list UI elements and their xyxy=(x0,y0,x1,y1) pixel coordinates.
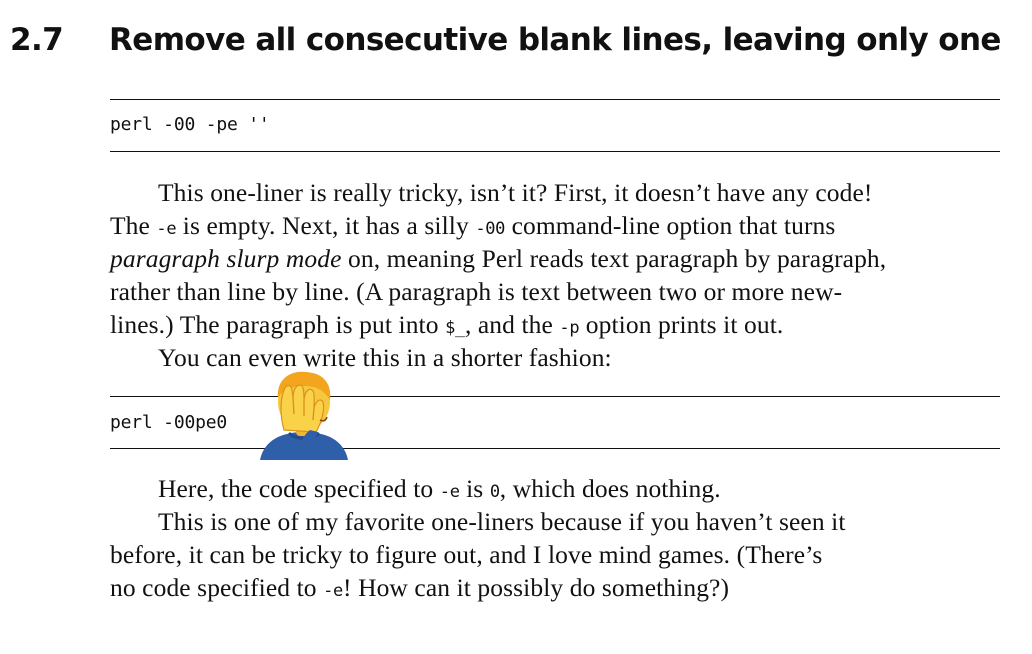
inline-code: 0 xyxy=(489,482,500,502)
code-block-1 xyxy=(110,99,1000,152)
text-line xyxy=(110,472,1010,505)
text-line xyxy=(110,308,1010,341)
text-line xyxy=(110,341,1010,374)
text-line xyxy=(110,571,1010,604)
body-paragraph-3 xyxy=(110,472,1010,604)
text-run: The xyxy=(110,211,157,240)
text-run: on, meaning Perl reads text paragraph by paragraph, xyxy=(341,244,887,273)
text-line xyxy=(110,505,1010,538)
text-run: , which does nothing. xyxy=(499,474,721,503)
text-line xyxy=(110,538,1010,571)
text-run: command-line option that turns xyxy=(505,211,836,240)
body-paragraph-1 xyxy=(110,176,1010,374)
text-line xyxy=(110,176,1010,209)
body-paragraph-2: You can even write this in a shorter fashion: xyxy=(158,343,612,372)
code-line: perl -00pe0 xyxy=(110,412,228,433)
text-line xyxy=(110,242,1010,275)
face-palm-emoji-icon xyxy=(258,370,350,460)
text-line xyxy=(110,275,1010,308)
code-line: perl -00 -pe '' xyxy=(110,114,270,135)
inline-code: -e xyxy=(156,219,177,239)
text-run: Here, the code specified to xyxy=(158,474,440,503)
text-run: before, it can be tricky to figure out, and I love mind games. (There’s xyxy=(110,540,823,569)
text-run: rather than line by line. (A paragraph is text between two or more new- xyxy=(110,277,843,306)
text-run: This one-liner is really tricky, isn’t it? First, it doesn’t have any code! xyxy=(158,178,873,207)
text-run: This is one of my favorite one-liners because if you haven’t seen it xyxy=(158,507,846,536)
text-line xyxy=(110,209,1010,242)
text-run: , and the xyxy=(464,310,560,339)
inline-code: $_ xyxy=(445,318,465,338)
text-run: ! How can it possibly do something?) xyxy=(343,573,730,602)
code-block-2 xyxy=(110,396,1000,449)
text-run: is xyxy=(459,474,490,503)
inline-code: -e xyxy=(439,482,460,502)
section-number: 2.7 xyxy=(10,22,64,58)
emphasis-text: paragraph slurp mode xyxy=(110,244,342,273)
text-run: no code specified to xyxy=(110,573,324,602)
section-title: Remove all consecutive blank lines, leaving only one xyxy=(109,22,1001,58)
inline-code: -e xyxy=(323,581,343,601)
text-run: option prints it out. xyxy=(579,310,784,339)
inline-code: -p xyxy=(559,318,580,338)
text-run: lines.) The paragraph is put into xyxy=(110,310,446,339)
inline-code: -00 xyxy=(475,219,506,239)
text-run: is empty. Next, it has a silly xyxy=(176,211,476,240)
